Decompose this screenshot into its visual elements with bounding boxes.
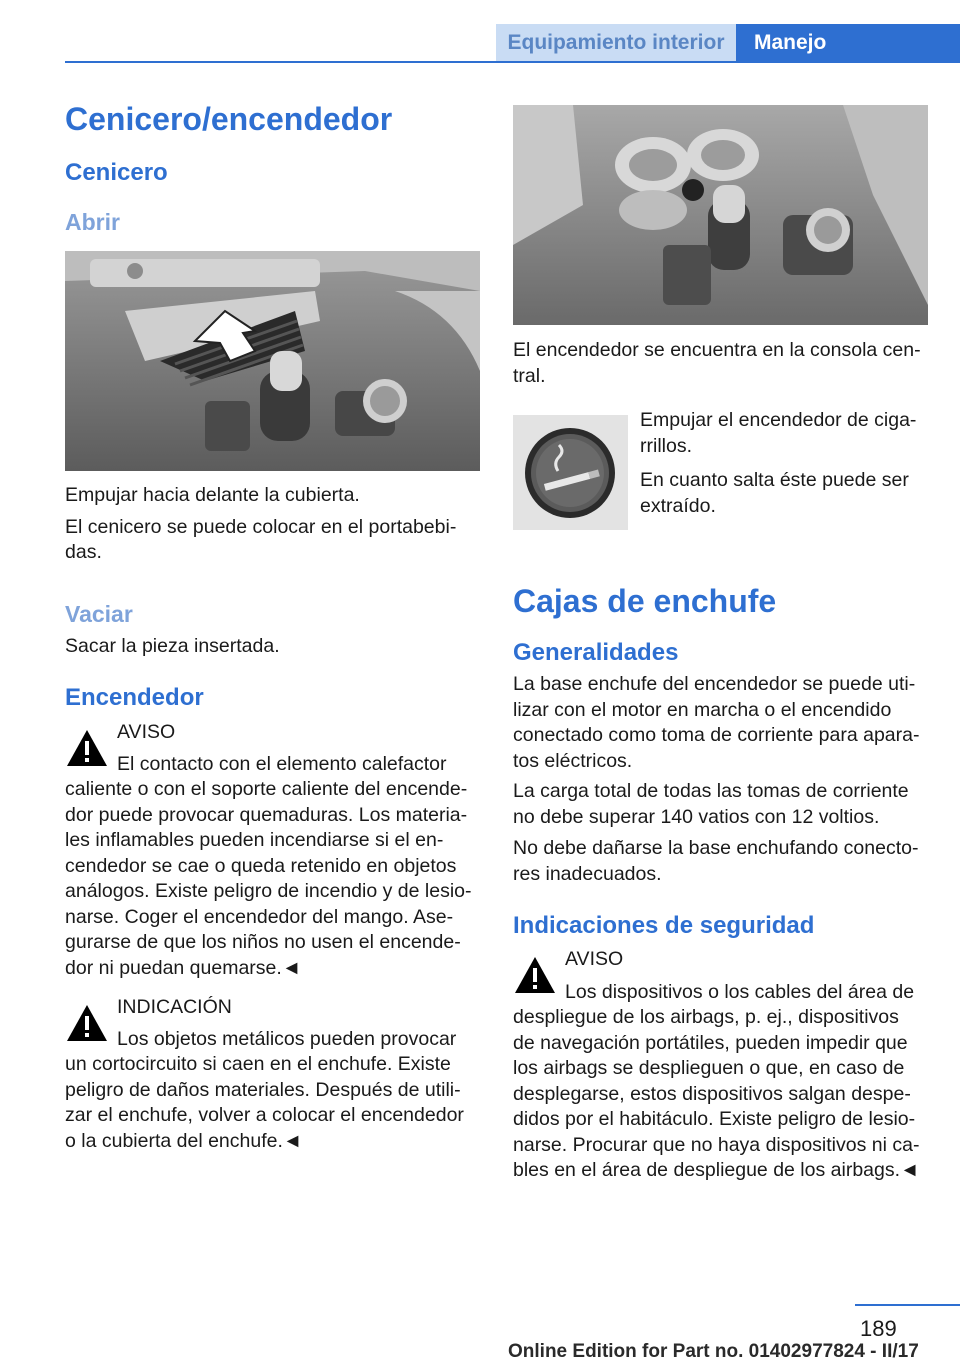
footer-rule (855, 1304, 960, 1306)
general-p3-line: res inadecuados. (513, 862, 662, 885)
warning2-line: narse. Procurar que no haya dispositivos ni ca- (513, 1133, 920, 1156)
warning2-line: los airbags se desplieguen o que, en caso de (513, 1057, 905, 1079)
edition-footer: Online Edition for Part no. 01402977824 - II/17 (508, 1341, 919, 1362)
open-steps (65, 483, 456, 566)
console-caption-line: tral. (513, 364, 546, 387)
lighter-heading: Encendedor (65, 684, 204, 711)
general-paragraph-2 (513, 779, 909, 830)
warning-triangle-icon (65, 728, 109, 768)
general-p2-line: no debe superar 140 vatios con 12 voltios. (513, 805, 880, 828)
warning1-line: narse. Coger el encendedor del mango. Ase- (65, 905, 454, 928)
warning1-line: análogos. Existe peligro de incendio y de lesio- (65, 880, 472, 902)
warning2-first-line: Los dispositivos o los cables del área de (565, 981, 915, 1003)
empty-heading: Vaciar (65, 601, 133, 627)
general-p1-line: tos eléctricos. (513, 749, 633, 772)
warning1-line: dor puede provocar quemaduras. Los materia- (65, 803, 468, 826)
console-caption-line: El encendedor se encuentra en la consola cen- (513, 339, 921, 361)
header-chapter-tab: Manejo (736, 24, 960, 63)
general-p1-line: lizar con el motor en marcha o el encendido (513, 698, 892, 721)
warning2-line: de navegación portátiles, pueden impedir que (513, 1031, 908, 1054)
open-step-line: das. (65, 541, 102, 563)
notice-line: o la cubierta del enchufe.◄ (65, 1129, 303, 1152)
push-text-line: Empujar el encendedor de ciga- (640, 409, 917, 431)
ashtray-photo (65, 251, 480, 471)
notice-line: peligro de daños materiales. Después de utili- (65, 1078, 461, 1101)
warning1-label: AVISO (117, 721, 176, 743)
page-number: 189 (860, 1316, 897, 1341)
warning1-line: dor ni puedan quemarse.◄ (65, 956, 302, 979)
notice-text (65, 1052, 464, 1154)
general-p3-line: No debe dañarse la base enchufando conecto- (513, 837, 919, 859)
warning2-line: despliegue de los airbags, p. ej., dispositivos (513, 1006, 899, 1028)
warning1-line: cendedor se cae o queda retenido en objetos (65, 854, 457, 877)
header-section-tab: Equipamiento interior (496, 24, 736, 61)
open-step-line: El cenicero se puede colocar en el portabebi- (65, 515, 457, 538)
safety-heading: Indicaciones de seguridad (513, 912, 815, 939)
pop-text (640, 468, 909, 519)
console-caption (513, 338, 921, 389)
warning2-line: didos por el habitáculo. Existe peligro de lesio- (513, 1108, 916, 1130)
warning1-first-line: El contacto con el elemento calefactor (117, 753, 447, 775)
general-paragraph-1 (513, 672, 919, 774)
warning1-line: caliente o con el soporte caliente del encende- (65, 778, 468, 800)
general-paragraph-3 (513, 836, 918, 887)
warning1-line: gurarse de que los niños no usen el encende- (65, 931, 461, 953)
page-title: Cenicero/encendedor (65, 101, 393, 137)
warning-triangle-icon (65, 1003, 109, 1043)
general-heading: Generalidades (513, 639, 679, 666)
general-p1-line: La base enchufe del encendedor se puede uti- (513, 673, 916, 695)
push-text (640, 408, 916, 459)
warning2-text (513, 1005, 919, 1184)
warning-triangle-icon (513, 955, 557, 995)
warning1-text (65, 777, 472, 981)
warning2-label: AVISO (565, 948, 624, 970)
open-step-line: Empujar hacia delante la cubierta. (65, 484, 360, 506)
pop-text-line: En cuanto salta éste puede ser (640, 469, 909, 491)
notice-line: un cortocircuito si caen en el enchufe. Existe (65, 1053, 451, 1075)
warning2-line: desplegarse, estos dispositivos salgan despe- (513, 1082, 911, 1105)
notice-label: INDICACIÓN (117, 996, 232, 1018)
open-heading: Abrir (65, 209, 120, 235)
header-rule (65, 61, 960, 63)
notice-first-line: Los objetos metálicos pueden provocar (117, 1028, 457, 1050)
notice-line: zar el enchufe, volver a colocar el encendedor (65, 1104, 464, 1126)
push-text-line: rrillos. (640, 434, 692, 457)
ashtray-heading: Cenicero (65, 159, 168, 186)
general-p1-line: conectado como toma de corriente para apara- (513, 724, 920, 746)
cigarette-lighter-icon (513, 415, 628, 530)
pop-text-line: extraído. (640, 494, 716, 517)
empty-text: Sacar la pieza insertada. (65, 635, 280, 657)
warning1-line: les inflamables pueden incendiarse si el en- (65, 829, 444, 851)
console-photo (513, 105, 928, 325)
warning2-line: bles en el área de despliegue de los airbags.◄ (513, 1159, 920, 1181)
general-p2-line: La carga total de todas las tomas de corriente (513, 780, 909, 802)
sockets-title: Cajas de enchufe (513, 583, 777, 619)
